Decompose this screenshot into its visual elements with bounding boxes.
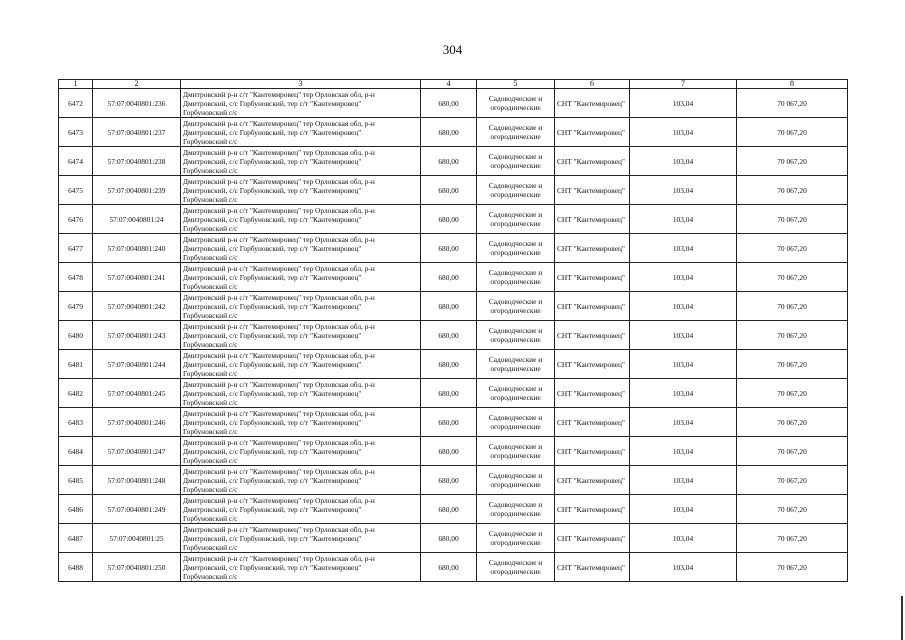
unit-price-cell: 103,04 xyxy=(630,379,737,408)
cadastral-number-cell: 57:07:0040801:25 xyxy=(93,524,181,553)
land-use-line: огороднические xyxy=(490,132,541,141)
cadastral-value-cell: 70 067,20 xyxy=(737,292,848,321)
area-cell: 680,00 xyxy=(421,553,477,582)
owner-cell: СНТ "Кантемировец" xyxy=(555,350,630,379)
land-use-line: Садоводческие и xyxy=(488,152,543,161)
table-row xyxy=(59,89,848,118)
table-row xyxy=(59,408,848,437)
row-number-cell: 6483 xyxy=(59,408,93,437)
land-use-line: огороднические xyxy=(490,451,541,460)
unit-price-cell: 103,04 xyxy=(630,89,737,118)
address-line: Горбуновский с/с xyxy=(183,455,238,465)
cadastral-number-cell: 57:07:0040801:246 xyxy=(93,408,181,437)
cadastral-value-cell: 70 067,20 xyxy=(737,321,848,350)
unit-price-cell: 103,04 xyxy=(630,350,737,379)
unit-price-cell: 103,04 xyxy=(630,234,737,263)
area-cell: 680,00 xyxy=(421,292,477,321)
column-header: 8 xyxy=(737,80,848,89)
address-line: Горбуновский с/с xyxy=(183,136,238,146)
address-line: Горбуновский с/с xyxy=(183,426,238,436)
address-line: Дмитровский, с/с Горбуновский, тер с/т "Кантемировец" xyxy=(183,446,362,456)
address-line: Дмитровский, с/с Горбуновский, тер с/т "Кантемировец" xyxy=(183,243,362,253)
land-use-line: огороднические xyxy=(490,393,541,402)
land-use-line: огороднические xyxy=(490,538,541,547)
land-use-cell xyxy=(477,553,555,582)
address-line: Дмитровский р-н с/т "Кантемировец" тер Орловская обл, р-н xyxy=(183,495,375,505)
area-cell: 680,00 xyxy=(421,379,477,408)
land-use-cell xyxy=(477,495,555,524)
scan-edge-mark xyxy=(901,596,903,640)
land-use-cell xyxy=(477,350,555,379)
cadastral-value-cell: 70 067,20 xyxy=(737,234,848,263)
address-line: Горбуновский с/с xyxy=(183,368,238,378)
owner-cell: СНТ "Кантемировец" xyxy=(555,263,630,292)
row-number-cell: 6476 xyxy=(59,205,93,234)
cadastral-number-cell: 57:07:0040801:249 xyxy=(93,495,181,524)
row-number-cell: 6478 xyxy=(59,263,93,292)
row-number-cell: 6479 xyxy=(59,292,93,321)
land-use-line: огороднические xyxy=(490,422,541,431)
address-line: Дмитровский р-н с/т "Кантемировец" тер Орловская обл, р-н xyxy=(183,466,375,476)
area-cell: 680,00 xyxy=(421,437,477,466)
land-use-line: огороднические xyxy=(490,103,541,112)
address-line: Дмитровский р-н с/т "Кантемировец" тер Орловская обл, р-н xyxy=(183,147,375,157)
unit-price-cell: 103,04 xyxy=(630,437,737,466)
land-use-line: Садоводческие и xyxy=(488,210,543,219)
land-use-cell xyxy=(477,234,555,263)
land-use-cell xyxy=(477,466,555,495)
land-use-line: огороднические xyxy=(490,480,541,489)
land-use-line: Садоводческие и xyxy=(488,529,543,538)
land-use-line: Садоводческие и xyxy=(488,326,543,335)
land-use-cell xyxy=(477,379,555,408)
address-line: Горбуновский с/с xyxy=(183,107,238,117)
area-cell: 680,00 xyxy=(421,176,477,205)
column-header: 7 xyxy=(630,80,737,89)
land-use-cell xyxy=(477,263,555,292)
column-header: 1 xyxy=(59,80,93,89)
owner-cell: СНТ "Кантемировец" xyxy=(555,118,630,147)
owner-cell: СНТ "Кантемировец" xyxy=(555,321,630,350)
address-cell xyxy=(181,466,421,495)
land-use-line: огороднические xyxy=(490,306,541,315)
column-number-row xyxy=(59,80,848,89)
table-row xyxy=(59,321,848,350)
address-cell xyxy=(181,234,421,263)
land-use-line: огороднические xyxy=(490,248,541,257)
address-line: Дмитровский, с/с Горбуновский, тер с/т "Кантемировец" xyxy=(183,562,362,572)
address-line: Горбуновский с/с xyxy=(183,484,238,494)
cadastral-value-cell: 70 067,20 xyxy=(737,466,848,495)
cadastral-value-cell: 70 067,20 xyxy=(737,553,848,582)
address-cell xyxy=(181,350,421,379)
cadastral-value-cell: 70 067,20 xyxy=(737,437,848,466)
land-use-cell xyxy=(477,89,555,118)
address-cell xyxy=(181,408,421,437)
cadastral-number-cell: 57:07:0040801:24 xyxy=(93,205,181,234)
address-line: Горбуновский с/с xyxy=(183,542,238,552)
land-use-line: Садоводческие и xyxy=(488,500,543,509)
column-header: 6 xyxy=(555,80,630,89)
owner-cell: СНТ "Кантемировец" xyxy=(555,234,630,263)
land-use-line: огороднические xyxy=(490,509,541,518)
area-cell: 680,00 xyxy=(421,524,477,553)
owner-cell: СНТ "Кантемировец" xyxy=(555,147,630,176)
address-line: Горбуновский с/с xyxy=(183,339,238,349)
table-row xyxy=(59,205,848,234)
address-line: Дмитровский, с/с Горбуновский, тер с/т "Кантемировец" xyxy=(183,214,362,224)
address-line: Дмитровский, с/с Горбуновский, тер с/т "Кантемировец" xyxy=(183,388,362,398)
address-line: Дмитровский, с/с Горбуновский, тер с/т "Кантемировец" xyxy=(183,475,362,485)
address-line: Горбуновский с/с xyxy=(183,194,238,204)
table-row xyxy=(59,553,848,582)
table-row xyxy=(59,176,848,205)
row-number-cell: 6488 xyxy=(59,553,93,582)
unit-price-cell: 103,04 xyxy=(630,176,737,205)
land-use-line: огороднические xyxy=(490,190,541,199)
land-use-line: Садоводческие и xyxy=(488,471,543,480)
owner-cell: СНТ "Кантемировец" xyxy=(555,379,630,408)
row-number-cell: 6480 xyxy=(59,321,93,350)
land-use-cell xyxy=(477,437,555,466)
table-row xyxy=(59,292,848,321)
address-cell xyxy=(181,176,421,205)
row-number-cell: 6482 xyxy=(59,379,93,408)
unit-price-cell: 103,04 xyxy=(630,466,737,495)
column-header: 3 xyxy=(181,80,421,89)
cadastral-number-cell: 57:07:0040801:247 xyxy=(93,437,181,466)
owner-cell: СНТ "Кантемировец" xyxy=(555,553,630,582)
area-cell: 680,00 xyxy=(421,89,477,118)
land-use-line: Садоводческие и xyxy=(488,181,543,190)
cadastral-value-cell: 70 067,20 xyxy=(737,263,848,292)
land-use-line: огороднические xyxy=(490,364,541,373)
table-row xyxy=(59,524,848,553)
cadastral-number-cell: 57:07:0040801:240 xyxy=(93,234,181,263)
cadastral-number-cell: 57:07:0040801:239 xyxy=(93,176,181,205)
address-line: Дмитровский, с/с Горбуновский, тер с/т "Кантемировец" xyxy=(183,504,362,514)
area-cell: 680,00 xyxy=(421,205,477,234)
address-line: Дмитровский, с/с Горбуновский, тер с/т "Кантемировец" xyxy=(183,185,362,195)
cadastral-value-cell: 70 067,20 xyxy=(737,176,848,205)
address-line: Дмитровский, с/с Горбуновский, тер с/т "Кантемировец" xyxy=(183,417,362,427)
address-line: Горбуновский с/с xyxy=(183,281,238,291)
cadastral-value-cell: 70 067,20 xyxy=(737,205,848,234)
land-use-line: огороднические xyxy=(490,219,541,228)
address-cell xyxy=(181,118,421,147)
address-line: Дмитровский р-н с/т "Кантемировец" тер Орловская обл, р-н xyxy=(183,118,375,128)
owner-cell: СНТ "Кантемировец" xyxy=(555,495,630,524)
unit-price-cell: 103,04 xyxy=(630,321,737,350)
address-line: Дмитровский р-н с/т "Кантемировец" тер Орловская обл, р-н xyxy=(183,89,375,99)
cadastral-value-cell: 70 067,20 xyxy=(737,524,848,553)
land-use-line: огороднические xyxy=(490,161,541,170)
area-cell: 680,00 xyxy=(421,234,477,263)
address-line: Дмитровский р-н с/т "Кантемировец" тер Орловская обл, р-н xyxy=(183,205,375,215)
column-header: 2 xyxy=(93,80,181,89)
address-line: Дмитровский, с/с Горбуновский, тер с/т "Кантемировец" xyxy=(183,533,362,543)
land-use-line: Садоводческие и xyxy=(488,384,543,393)
cadastral-value-cell: 70 067,20 xyxy=(737,379,848,408)
address-line: Горбуновский с/с xyxy=(183,165,238,175)
address-cell xyxy=(181,321,421,350)
address-cell xyxy=(181,89,421,118)
land-use-cell xyxy=(477,292,555,321)
owner-cell: СНТ "Кантемировец" xyxy=(555,89,630,118)
address-line: Дмитровский, с/с Горбуновский, тер с/т "Кантемировец" xyxy=(183,156,362,166)
row-number-cell: 6477 xyxy=(59,234,93,263)
land-use-line: Садоводческие и xyxy=(488,123,543,132)
land-registry-table xyxy=(58,79,848,582)
address-line: Дмитровский р-н с/т "Кантемировец" тер Орловская обл, р-н xyxy=(183,553,375,563)
table-row xyxy=(59,147,848,176)
cadastral-number-cell: 57:07:0040801:245 xyxy=(93,379,181,408)
unit-price-cell: 103,04 xyxy=(630,553,737,582)
area-cell: 680,00 xyxy=(421,350,477,379)
owner-cell: СНТ "Кантемировец" xyxy=(555,292,630,321)
address-cell xyxy=(181,553,421,582)
address-line: Дмитровский, с/с Горбуновский, тер с/т "Кантемировец" xyxy=(183,359,362,369)
address-line: Дмитровский, с/с Горбуновский, тер с/т "Кантемировец" xyxy=(183,127,362,137)
page-number: 304 xyxy=(442,42,463,57)
area-cell: 680,00 xyxy=(421,321,477,350)
cadastral-number-cell: 57:07:0040801:244 xyxy=(93,350,181,379)
row-number-cell: 6473 xyxy=(59,118,93,147)
land-use-line: огороднические xyxy=(490,277,541,286)
address-line: Дмитровский р-н с/т "Кантемировец" тер Орловская обл, р-н xyxy=(183,524,375,534)
row-number-cell: 6474 xyxy=(59,147,93,176)
cadastral-number-cell: 57:07:0040801:241 xyxy=(93,263,181,292)
address-cell xyxy=(181,292,421,321)
land-use-line: Садоводческие и xyxy=(488,355,543,364)
cadastral-number-cell: 57:07:0040801:248 xyxy=(93,466,181,495)
cadastral-value-cell: 70 067,20 xyxy=(737,118,848,147)
address-line: Горбуновский с/с xyxy=(183,571,238,581)
table-row xyxy=(59,466,848,495)
address-line: Горбуновский с/с xyxy=(183,310,238,320)
row-number-cell: 6481 xyxy=(59,350,93,379)
address-cell xyxy=(181,495,421,524)
cadastral-number-cell: 57:07:0040801:237 xyxy=(93,118,181,147)
address-line: Дмитровский, с/с Горбуновский, тер с/т "Кантемировец" xyxy=(183,98,362,108)
land-use-line: Садоводческие и xyxy=(488,442,543,451)
area-cell: 680,00 xyxy=(421,466,477,495)
address-line: Горбуновский с/с xyxy=(183,223,238,233)
address-line: Дмитровский р-н с/т "Кантемировец" тер Орловская обл, р-н xyxy=(183,408,375,418)
unit-price-cell: 103,04 xyxy=(630,524,737,553)
address-line: Горбуновский с/с xyxy=(183,252,238,262)
land-use-cell xyxy=(477,176,555,205)
area-cell: 680,00 xyxy=(421,495,477,524)
address-cell xyxy=(181,437,421,466)
address-line: Дмитровский, с/с Горбуновский, тер с/т "Кантемировец" xyxy=(183,330,362,340)
row-number-cell: 6472 xyxy=(59,89,93,118)
row-number-cell: 6486 xyxy=(59,495,93,524)
row-number-cell: 6487 xyxy=(59,524,93,553)
unit-price-cell: 103,04 xyxy=(630,147,737,176)
address-line: Дмитровский, с/с Горбуновский, тер с/т "Кантемировец" xyxy=(183,272,362,282)
land-use-cell xyxy=(477,524,555,553)
unit-price-cell: 103,04 xyxy=(630,495,737,524)
table-row xyxy=(59,263,848,292)
cadastral-number-cell: 57:07:0040801:236 xyxy=(93,89,181,118)
cadastral-value-cell: 70 067,20 xyxy=(737,408,848,437)
cadastral-value-cell: 70 067,20 xyxy=(737,495,848,524)
address-cell xyxy=(181,205,421,234)
address-line: Дмитровский р-н с/т "Кантемировец" тер Орловская обл, р-н xyxy=(183,176,375,186)
address-line: Дмитровский р-н с/т "Кантемировец" тер Орловская обл, р-н xyxy=(183,292,375,302)
land-use-line: Садоводческие и xyxy=(488,558,543,567)
cadastral-number-cell: 57:07:0040801:243 xyxy=(93,321,181,350)
land-use-cell xyxy=(477,147,555,176)
cadastral-number-cell: 57:07:0040801:250 xyxy=(93,553,181,582)
unit-price-cell: 103,04 xyxy=(630,263,737,292)
table-row xyxy=(59,379,848,408)
table-row xyxy=(59,495,848,524)
table-row xyxy=(59,437,848,466)
area-cell: 680,00 xyxy=(421,263,477,292)
land-use-line: Садоводческие и xyxy=(488,297,543,306)
column-header: 5 xyxy=(477,80,555,89)
address-cell xyxy=(181,147,421,176)
row-number-cell: 6475 xyxy=(59,176,93,205)
unit-price-cell: 103,04 xyxy=(630,292,737,321)
owner-cell: СНТ "Кантемировец" xyxy=(555,408,630,437)
address-cell xyxy=(181,379,421,408)
land-use-line: Садоводческие и xyxy=(488,239,543,248)
land-use-cell xyxy=(477,205,555,234)
owner-cell: СНТ "Кантемировец" xyxy=(555,205,630,234)
cadastral-number-cell: 57:07:0040801:238 xyxy=(93,147,181,176)
address-line: Дмитровский р-н с/т "Кантемировец" тер Орловская обл, р-н xyxy=(183,379,375,389)
address-line: Горбуновский с/с xyxy=(183,513,238,523)
address-cell xyxy=(181,263,421,292)
cadastral-value-cell: 70 067,20 xyxy=(737,89,848,118)
address-line: Дмитровский р-н с/т "Кантемировец" тер Орловская обл, р-н xyxy=(183,263,375,273)
owner-cell: СНТ "Кантемировец" xyxy=(555,437,630,466)
column-header: 4 xyxy=(421,80,477,89)
address-line: Дмитровский р-н с/т "Кантемировец" тер Орловская обл, р-н xyxy=(183,234,375,244)
land-use-line: Садоводческие и xyxy=(488,268,543,277)
land-use-line: Садоводческие и xyxy=(488,94,543,103)
row-number-cell: 6484 xyxy=(59,437,93,466)
address-line: Дмитровский р-н с/т "Кантемировец" тер Орловская обл, р-н xyxy=(183,321,375,331)
address-line: Дмитровский, с/с Горбуновский, тер с/т "Кантемировец" xyxy=(183,301,362,311)
table-row xyxy=(59,118,848,147)
cadastral-value-cell: 70 067,20 xyxy=(737,350,848,379)
address-cell xyxy=(181,524,421,553)
owner-cell: СНТ "Кантемировец" xyxy=(555,524,630,553)
unit-price-cell: 103,04 xyxy=(630,205,737,234)
address-line: Дмитровский р-н с/т "Кантемировец" тер Орловская обл, р-н xyxy=(183,437,375,447)
area-cell: 680,00 xyxy=(421,147,477,176)
land-use-cell xyxy=(477,408,555,437)
cadastral-number-cell: 57:07:0040801:242 xyxy=(93,292,181,321)
cadastral-value-cell: 70 067,20 xyxy=(737,147,848,176)
table-row xyxy=(59,350,848,379)
owner-cell: СНТ "Кантемировец" xyxy=(555,176,630,205)
row-number-cell: 6485 xyxy=(59,466,93,495)
land-use-line: огороднические xyxy=(490,567,541,576)
address-line: Горбуновский с/с xyxy=(183,397,238,407)
area-cell: 680,00 xyxy=(421,408,477,437)
area-cell: 680,00 xyxy=(421,118,477,147)
land-use-line: Садоводческие и xyxy=(488,413,543,422)
land-use-line: огороднические xyxy=(490,335,541,344)
unit-price-cell: 103,04 xyxy=(630,118,737,147)
address-line: Дмитровский р-н с/т "Кантемировец" тер Орловская обл, р-н xyxy=(183,350,375,360)
owner-cell: СНТ "Кантемировец" xyxy=(555,466,630,495)
unit-price-cell: 103,04 xyxy=(630,408,737,437)
land-use-cell xyxy=(477,321,555,350)
table-row xyxy=(59,234,848,263)
land-use-cell xyxy=(477,118,555,147)
